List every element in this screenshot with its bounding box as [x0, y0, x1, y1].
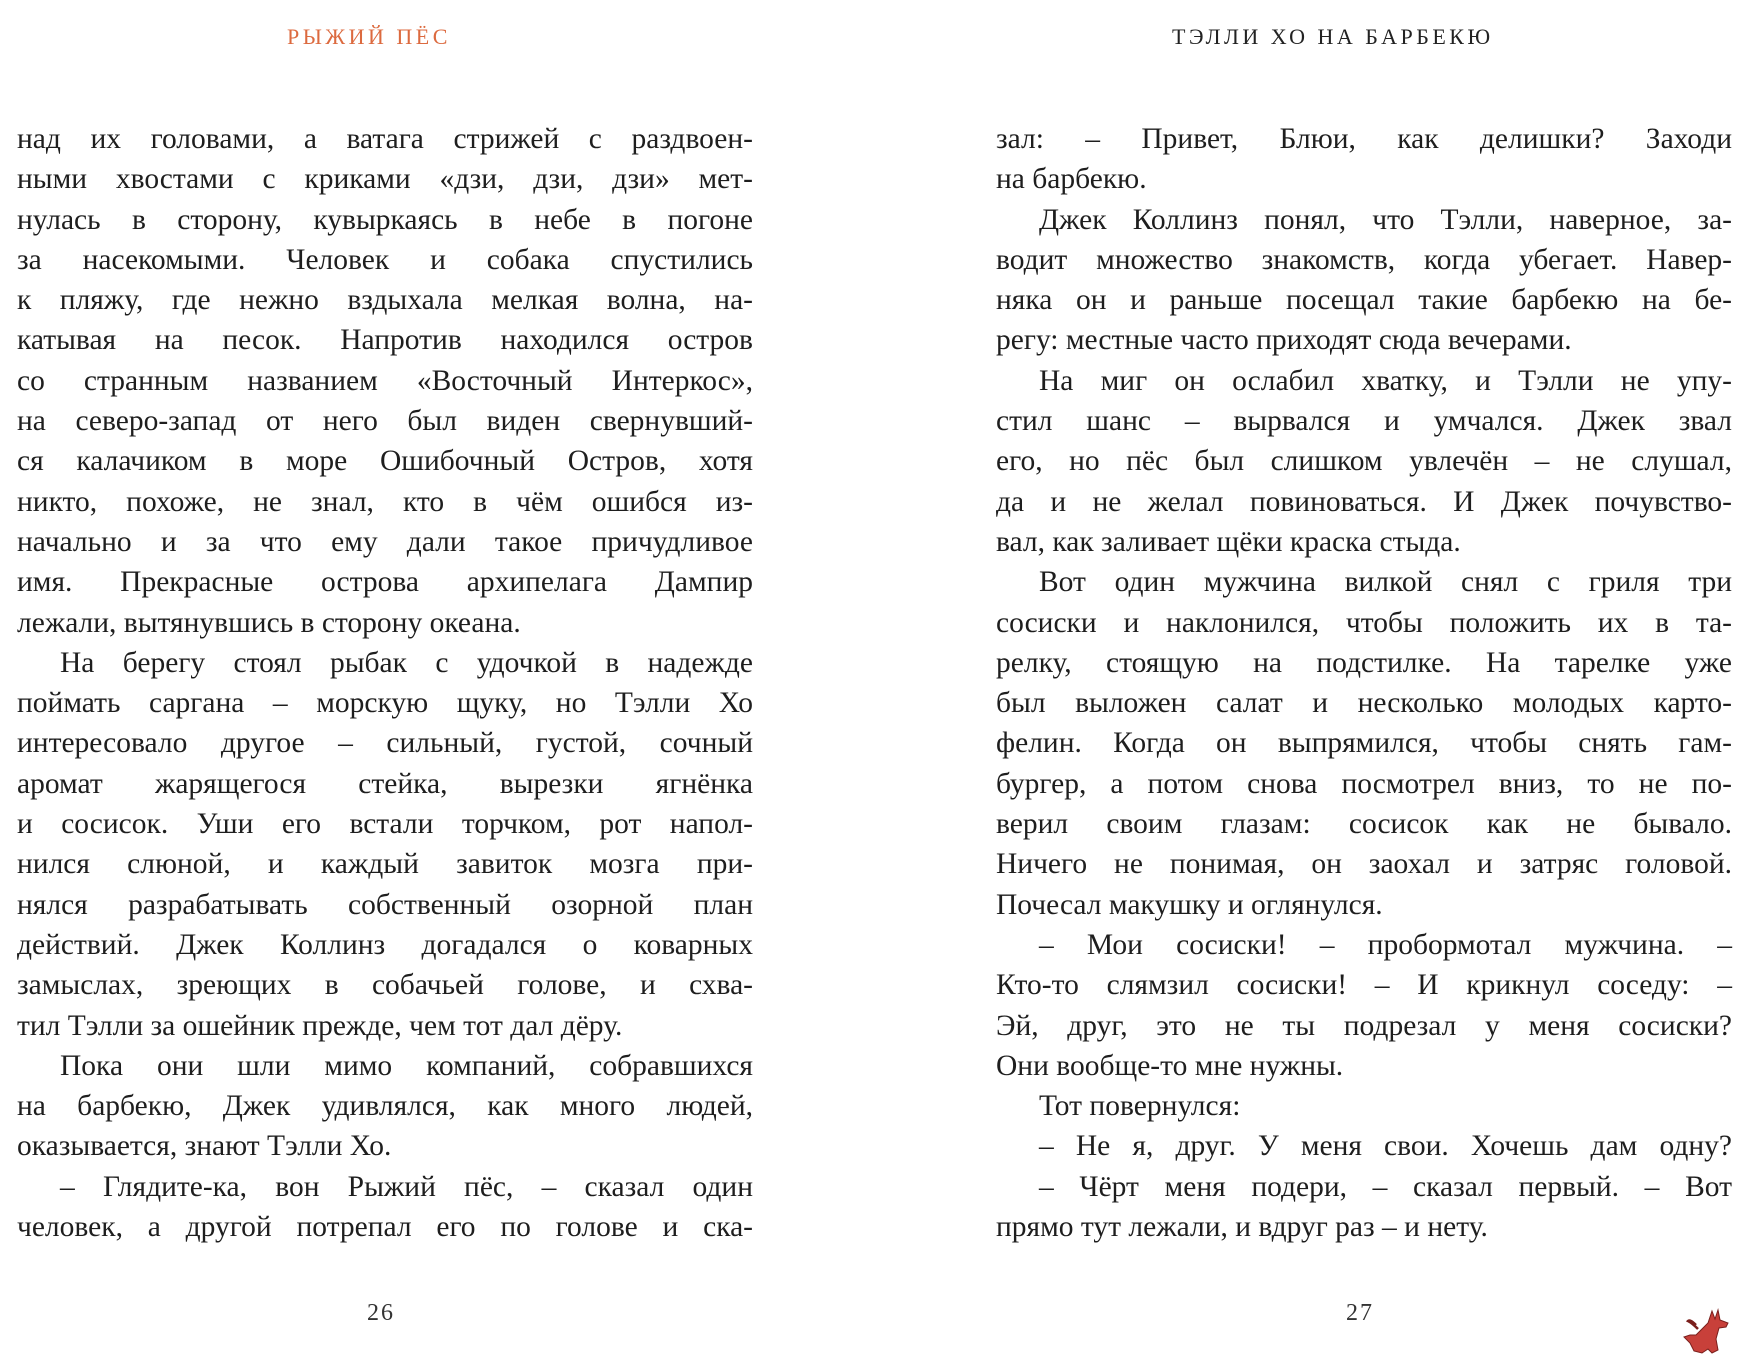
text-line: оказывается, знают Тэлли Хо. — [17, 1130, 392, 1163]
red-dog-icon — [1672, 1305, 1730, 1357]
text-line: ся калачиком в море Ошибочный Остров, хотя — [17, 445, 753, 478]
text-line: Кто-то слямзил сосиски! – И крикнул соседу: – — [996, 969, 1732, 1002]
text-line: регу: местные часто приходят сюда вечерами. — [996, 324, 1572, 357]
text-line: нялся разрабатывать собственный озорной план — [17, 888, 753, 921]
text-line: со странным названием «Восточный Интеркос», — [17, 364, 753, 397]
text-line: к пляжу, где нежно вздыхала мелкая волна, на- — [17, 284, 753, 317]
text-line: Джек Коллинз понял, что Тэлли, наверное, за- — [1039, 203, 1732, 236]
text-line: На берегу стоял рыбак с удочкой в надежде — [60, 646, 753, 679]
left-page-text — [17, 119, 753, 1247]
text-line: прямо тут лежали, и вдруг раз – и нету. — [996, 1211, 1488, 1244]
text-line: Почесал макушку и оглянулся. — [996, 888, 1383, 921]
text-line: да и не желал повиноваться. И Джек почувство- — [996, 485, 1732, 518]
text-line: действий. Джек Коллинз догадался о коварных — [17, 928, 753, 961]
text-line: фелин. Когда он выпрямился, чтобы снять гам- — [996, 727, 1732, 760]
right-page-text — [996, 119, 1732, 1247]
text-line: интересовало другое – сильный, густой, сочный — [17, 727, 753, 760]
text-line: Пока они шли мимо компаний, собравшихся — [60, 1049, 753, 1082]
text-line: над их головами, а ватага стрижей с раздвоен- — [17, 123, 753, 155]
text-line: – Глядите-ка, вон Рыжий пёс, – сказал один — [60, 1170, 753, 1203]
text-line: сосиски и наклонился, чтобы положить их в та- — [996, 606, 1732, 639]
text-line: На миг он ослабил хватку, и Тэлли не упу- — [1039, 364, 1732, 397]
text-line: на барбекю. — [996, 163, 1147, 196]
text-line: катывая на песок. Напротив находился остров — [17, 324, 753, 357]
text-line: лежали, вытянувшись в сторону океана. — [17, 606, 521, 639]
text-line: на барбекю, Джек удивлялся, как много людей, — [17, 1090, 753, 1123]
text-line: Ничего не понимая, он заохал и затряс головой. — [996, 848, 1732, 881]
text-line: замыслах, зреющих в собачьей голове, и схва- — [17, 969, 753, 1002]
text-line: вал, как заливает щёки краска стыда. — [996, 525, 1461, 558]
text-line: – Не я, друг. У меня свои. Хочешь дам одну? — [1039, 1130, 1732, 1163]
text-line: за насекомыми. Человек и собака спустились — [17, 243, 753, 276]
text-line: зал: – Привет, Блюи, как делишки? Заходи — [996, 123, 1732, 155]
text-line: – Чёрт меня подери, – сказал первый. – Вот — [1039, 1170, 1732, 1203]
text-line: начально и за что ему дали такое причудливое — [17, 525, 753, 558]
text-line: аромат жарящегося стейка, вырезки ягнёнка — [17, 767, 753, 800]
text-line: водит множество знакомств, когда убегает. Навер- — [996, 243, 1732, 276]
text-line: и сосисок. Уши его встали торчком, рот напол- — [17, 808, 753, 841]
text-line: человек, а другой потрепал его по голове и ска- — [17, 1211, 753, 1244]
text-line: Вот один мужчина вилкой снял с гриля три — [1039, 566, 1732, 599]
text-line: стил шанс – вырвался и умчался. Джек звал — [996, 405, 1732, 438]
text-line: на северо-запад от него был виден свернувший- — [17, 405, 753, 438]
text-line: Тот повернулся: — [1039, 1090, 1241, 1123]
text-line: верил своим глазам: сосисок как не бывало. — [996, 808, 1732, 841]
text-line: релку, стоящую на подстилке. На тарелке уже — [996, 646, 1732, 679]
text-line: Эй, друг, это не ты подрезал у меня сосиски? — [996, 1009, 1732, 1042]
text-line: ными хвостами с криками «дзи, дзи, дзи» мет- — [17, 163, 753, 196]
text-line: нился слюной, и каждый завиток мозга при- — [17, 848, 753, 881]
text-line: нулась в сторону, кувыркаясь в небе в погоне — [17, 203, 753, 236]
text-line: поймать саргана – морскую щуку, но Тэлли Хо — [17, 687, 753, 720]
running-header-chapter-title: ТЭЛЛИ ХО НА БАРБЕКЮ — [1172, 24, 1494, 49]
page-number-left: 26 — [367, 1300, 395, 1326]
running-header-book-title: РЫЖИЙ ПЁС — [287, 24, 451, 49]
text-line: тил Тэлли за ошейник прежде, чем тот дал дёру. — [17, 1009, 623, 1042]
page-number-right: 27 — [1346, 1300, 1374, 1326]
text-line: Они вообще-то мне нужны. — [996, 1049, 1344, 1082]
text-line: никто, похоже, не знал, кто в чём ошибся из- — [17, 485, 753, 518]
text-line: его, но пёс был слишком увлечён – не слушал, — [996, 445, 1732, 478]
text-line: бургер, а потом снова посмотрел вниз, то не по- — [996, 767, 1732, 800]
text-line: был выложен салат и несколько молодых карто- — [996, 687, 1732, 720]
text-line: – Мои сосиски! – пробормотал мужчина. – — [1039, 928, 1732, 961]
text-line: имя. Прекрасные острова архипелага Дампир — [17, 566, 753, 599]
text-line: няка он и раньше посещал такие барбекю на бе- — [996, 284, 1732, 317]
